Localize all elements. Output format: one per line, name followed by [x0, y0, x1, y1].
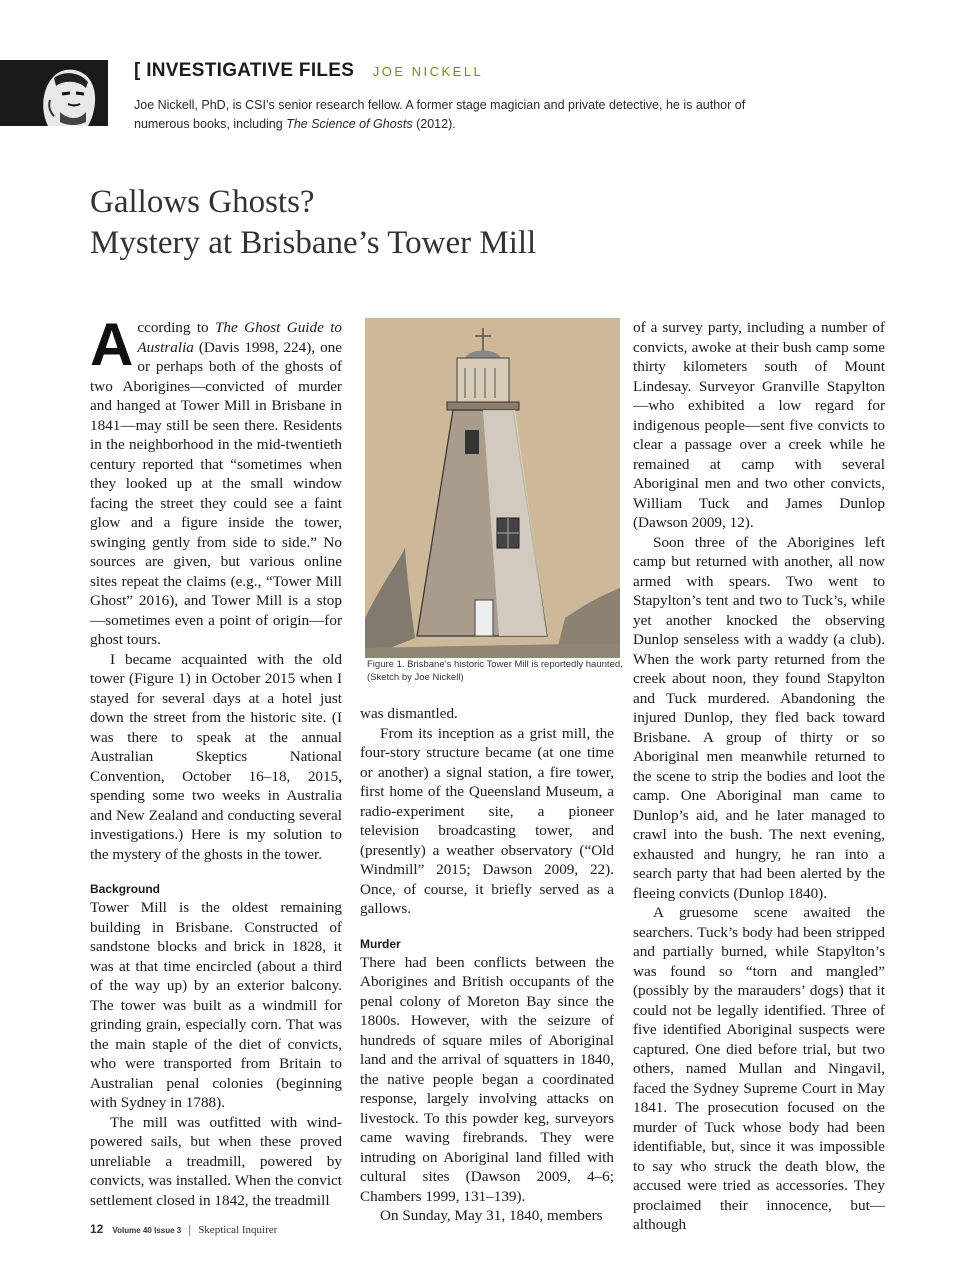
- section-heading: Murder: [360, 936, 401, 951]
- paragraph: From its inception as a grist mill, the four-story structure became (at one time or another) a signal station, a fire tower, first home of the Queensland Museum, a radio-experiment site, a pioneer television broadcasting tower, and (presently) a weather observatory (“Old Windmill” 2015; Dawson 2009, 22). Once, of course, it briefly served as a gallows.: [360, 724, 614, 917]
- author-portrait-icon: [20, 60, 108, 126]
- header-black-bar: [0, 60, 22, 126]
- bio-book-title: The Science of Ghosts: [286, 117, 413, 131]
- section-heading: Background: [90, 882, 161, 896]
- paragraph: On Sunday, May 31, 1840, members: [380, 1207, 603, 1224]
- column-1: [90, 311, 343, 1210]
- footer-separator: |: [188, 1224, 192, 1236]
- volume-issue: Volume 40 Issue 3: [112, 1226, 182, 1235]
- paragraph: A gruesome scene awaited the searchers. Tuck’s body had been stripped and partially burned, while Stapylton’s was found so “torn and mangled” (possibly by the marauders’ dogs) that it could not be legally identified. Three of five identified Aboriginal suspects were captured. One died before trial, but two others, named Mullan and Ningavil, faced the Sydney Supreme Court in May 1841. The prosecution focused on the murder of Tuck whose body had been identifiable, but, since it was impossible to say who struck the death blow, the accused were tried as accessories. They proclaimed their innocence, but—although: [633, 904, 885, 1233]
- author-bio: Joe Nickell, PhD, is CSI’s senior research fellow. A former stage magician and private detective, he is author of numerous books, including The Science of Ghosts (2012).: [134, 98, 746, 131]
- column-2-intro: [360, 704, 614, 1226]
- magazine-name: Skeptical Inquirer: [198, 1224, 278, 1236]
- author-name: JOE NICKELL: [372, 64, 484, 79]
- tower-sketch-image: [365, 318, 620, 658]
- page-footer: [90, 1222, 277, 1236]
- section-kicker: [134, 60, 483, 84]
- paragraph: was dismantled.: [360, 705, 458, 722]
- page-number: 12: [90, 1222, 104, 1236]
- figure-caption: Figure 1. Brisbane’s historic Tower Mill is reportedly haunted. (Sketch by Joe Nickell): [367, 659, 623, 683]
- paragraph: of a survey party, including a number of convicts, awoke at their bush camp some thirty kilometers south of Mount Lindesay. Surveyor Granville Stapylton—who exhibited a low regard for indigenous people—sent five convicts to clear a passage over a creek while he remained at camp with several Aboriginal men and two other convicts, William Tuck and James Dunlop (Dawson 2009, 12).: [633, 319, 885, 531]
- article-title: Gallows Ghosts? Mystery at Brisbane’s Tower Mill: [90, 184, 537, 261]
- paragraph: According to The Ghost Guide to Australia (Davis 1998, 224), one or perhaps both of the ghosts of two Aborigines—convicted of murder and hanged at Tower Mill in Brisbane in 1841—may still be seen there. Residents in the neighborhood in the mid-twentieth century reported that “sometimes when they looked up at the small window facing the street they could see a faint glow and a figure inside the tower, swinging gently from side to side.” No sources are given, but various online sites repeat the claims (e.g., “Tower Mill Ghost” 2016), and Tower Mill is a stop—sometimes even a point of origin—for ghost tours.: [90, 311, 343, 648]
- column-3: [633, 318, 885, 1235]
- section-label: [ INVESTIGATIVE FILES: [134, 60, 355, 81]
- paragraph: I became acquainted with the old tower (Figure 1) in October 2015 when I stayed for several days at a hotel just down the street from the historic site. (I was there to speak at the annual Australian Skeptics National Convention, October 16–18, 2015, spending some two weeks in Australia and New Zealand and conducting several investigations.) Here is my solution to the mystery of the ghosts in the tower.: [90, 650, 342, 863]
- tower-mill-sketch: [365, 318, 620, 658]
- drop-cap: A: [90, 311, 134, 378]
- paragraph: Tower Mill is the oldest remaining building in Brisbane. Constructed of sandstone blocks and brick in 1828, it was at that time encircled (about a third of the way up) by an exterior balcony. The tower was built as a windmill for grinding grain, especially corn. That was the main staple of the diet of convicts, who were transported from Britain to Australian penal colonies (beginning with Sydney in 1788).: [90, 899, 342, 1111]
- paragraph: There had been conflicts between the Aborigines and British occupants of the penal colony of Moreton Bay since the 1800s. However, with the seizure of hundreds of square miles of Aboriginal land and the arrival of squatters in 1840, the native people began a coordinated response, largely involving attacks on livestock. To this powder keg, surveyors came waving firebrands. They were intruding on Aboriginal land filled with cultural sites (Dawson 2009, 4–6; Chambers 1999, 131–139).: [360, 953, 614, 1205]
- paragraph: Soon three of the Aborigines left camp but returned with another, all now armed with spears. Two went to Stapylton’s tent and two to Tuck’s, while yet another knocked the observing Dunlop senseless with a waddy (a club). When the work party returned from the creek about noon, they found Stapylton and Tuck murdered. Abandoning the injured Dunlop, they fled back toward Brisbane. A group of thirty or so Aboriginal men meanwhile returned to the scene to strip the bodies and loot the camp. One Aboriginal man came to Dunlop’s aid, and he later managed to crawl into the bush. The next evening, exhausted and hungry, he ran into a search party that had been alerted by the fleeing convicts (Dunlop 1840).: [633, 533, 885, 902]
- paragraph: The mill was outfitted with wind-powered sails, but when these proved unreliable a treadmill, powered by convicts, was installed. When the convict settlement closed in 1842, the treadmill: [90, 1113, 342, 1209]
